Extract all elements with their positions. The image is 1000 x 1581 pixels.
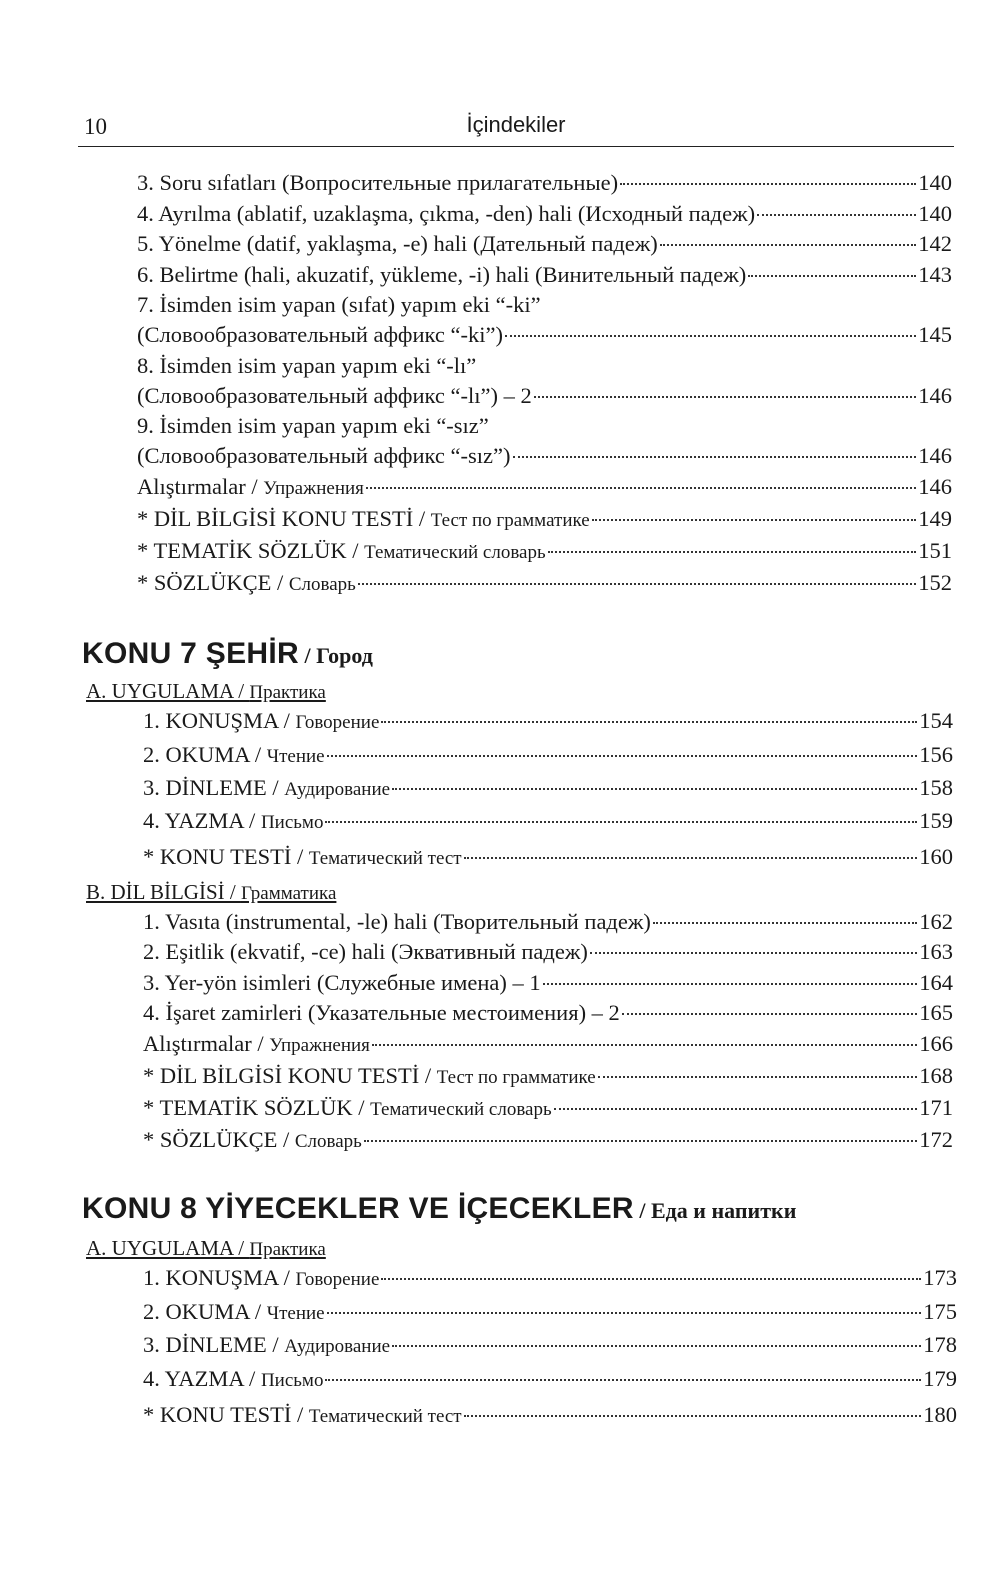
page-ref: 159: [919, 808, 953, 833]
dot-leader: [364, 1140, 917, 1142]
dot-leader: [554, 1108, 918, 1110]
toc-entry[interactable]: * TEMATİK SÖZLÜK / Тематический словарь 151: [137, 538, 952, 563]
page-ref: 168: [919, 1063, 953, 1088]
page-ref: 158: [919, 775, 953, 800]
page-ref: 166: [919, 1031, 953, 1056]
dot-leader: [464, 1415, 922, 1417]
toc-entry[interactable]: 1. KONUŞMA / Говорение 154: [143, 708, 953, 733]
toc-entry[interactable]: * SÖZLÜKÇE / Словарь 172: [143, 1127, 953, 1152]
dot-leader: [653, 922, 917, 924]
dot-leader: [358, 583, 916, 585]
toc-entry[interactable]: 4. YAZMA / Письмо 159: [143, 808, 953, 833]
page-ref: 149: [918, 506, 952, 531]
dot-leader: [590, 952, 917, 954]
page-ref: 142: [918, 231, 952, 256]
toc-entry[interactable]: 3. DİNLEME / Аудирование 178: [143, 1332, 957, 1357]
dot-leader: [372, 1044, 917, 1046]
page-ref: 145: [918, 322, 952, 347]
dot-leader: [381, 1278, 921, 1280]
chapter-heading-konu7[interactable]: KONU 7 ŞEHİR / Город: [82, 637, 373, 670]
toc-entry[interactable]: 2. Eşitlik (ekvatif, -ce) hali (Эквативный падеж) 163: [143, 939, 953, 964]
page-ref: 175: [923, 1299, 957, 1324]
dot-leader: [505, 335, 916, 337]
toc-entry[interactable]: 1. KONUŞMA / Говорение 173: [143, 1265, 957, 1290]
page-ref: 146: [918, 383, 952, 408]
page-ref: 152: [918, 570, 952, 595]
toc-entry[interactable]: (Словообразовательный аффикс “-lı”) – 2 146: [137, 383, 952, 408]
toc-entry[interactable]: * SÖZLÜKÇE / Словарь 152: [137, 570, 952, 595]
dot-leader: [592, 519, 917, 521]
dot-leader: [548, 551, 917, 553]
dot-leader: [620, 183, 916, 185]
dot-leader: [543, 983, 918, 985]
page-ref: 163: [919, 939, 953, 964]
toc-entry[interactable]: * KONU TESTİ / Тематический тест 180: [143, 1402, 957, 1427]
toc-entry[interactable]: (Словообразовательный аффикс “-sız”) 146: [137, 443, 952, 468]
page-ref: 171: [919, 1095, 953, 1120]
chapter-heading-konu8[interactable]: KONU 8 YİYECEKLER VE İÇECEKLER / Еда и напитки: [82, 1192, 797, 1225]
toc-entry[interactable]: 2. OKUMA / Чтение 175: [143, 1299, 957, 1324]
dot-leader: [748, 275, 916, 277]
page-ref: 140: [918, 170, 952, 195]
page-title: İçindekiler: [466, 112, 566, 137]
page-ref: 179: [923, 1366, 957, 1391]
dot-leader: [534, 396, 917, 398]
page-ref: 160: [919, 844, 953, 869]
dot-leader: [392, 788, 917, 790]
dot-leader: [327, 755, 918, 757]
dot-leader: [325, 1379, 921, 1381]
page-ref: 162: [919, 909, 953, 934]
toc-entry[interactable]: 3. Yer-yön isimleri (Служебные имена) – 1 164: [143, 970, 953, 995]
toc-entry[interactable]: 4. İşaret zamirleri (Указательные местоимения) – 2 165: [143, 1000, 953, 1025]
section-label-uygulama[interactable]: A. UYGULAMA / Практика: [86, 1236, 326, 1260]
page-ref: 178: [923, 1332, 957, 1357]
toc-entry[interactable]: 3. DİNLEME / Аудирование 158: [143, 775, 953, 800]
toc-entry[interactable]: * TEMATİK SÖZLÜK / Тематический словарь 171: [143, 1095, 953, 1120]
page-ref: 164: [919, 970, 953, 995]
section-label-dil-bilgisi[interactable]: B. DİL BİLGİSİ / Грамматика: [86, 880, 337, 904]
toc-entry[interactable]: * KONU TESTİ / Тематический тест 160: [143, 844, 953, 869]
dot-leader: [757, 214, 916, 216]
page-number: 10: [84, 114, 107, 139]
toc-entry[interactable]: * DİL BİLGİSİ KONU TESTİ / Тест по грамматике 149: [137, 506, 952, 531]
page-ref: 143: [918, 262, 952, 287]
dot-leader: [325, 821, 917, 823]
page-header: [78, 108, 954, 147]
toc-entry-heading: 8. İsimden isim yapan yapım eki “-lı”: [137, 353, 477, 378]
dot-leader: [366, 487, 916, 489]
dot-leader: [464, 857, 918, 859]
page-ref: 165: [919, 1000, 953, 1025]
dot-leader: [622, 1013, 917, 1015]
toc-entry-heading: 9. İsimden isim yapan yapım eki “-sız”: [137, 413, 489, 438]
dot-leader: [660, 244, 916, 246]
toc-entry[interactable]: 1. Vasıta (instrumental, -le) hali (Творительный падеж) 162: [143, 909, 953, 934]
toc-entry[interactable]: 2. OKUMA / Чтение 156: [143, 742, 953, 767]
page-ref: 146: [918, 443, 952, 468]
toc-entry[interactable]: Alıştırmalar / Упражнения 166: [143, 1031, 953, 1056]
toc-entry-heading: 7. İsimden isim yapan (sıfat) yapım eki “-ki”: [137, 292, 541, 317]
dot-leader: [598, 1076, 918, 1078]
dot-leader: [327, 1312, 922, 1314]
page-ref: 154: [919, 708, 953, 733]
section-label-uygulama[interactable]: A. UYGULAMA / Практика: [86, 679, 326, 703]
toc-entry[interactable]: 3. Soru sıfatları (Вопросительные прилагательные) 140: [137, 170, 952, 195]
toc-entry[interactable]: 4. YAZMA / Письмо 179: [143, 1366, 957, 1391]
page-ref: 180: [923, 1402, 957, 1427]
toc-entry[interactable]: * DİL BİLGİSİ KONU TESTİ / Тест по грамматике 168: [143, 1063, 953, 1088]
page-ref: 140: [918, 201, 952, 226]
toc-entry[interactable]: 6. Belirtme (hali, akuzatif, yükleme, -i) hali (Винительный падеж) 143: [137, 262, 952, 287]
toc-entry[interactable]: (Словообразовательный аффикс “-ki”) 145: [137, 322, 952, 347]
dot-leader: [513, 456, 917, 458]
toc-entry[interactable]: Alıştırmalar / Упражнения 146: [137, 474, 952, 499]
dot-leader: [392, 1345, 921, 1347]
page-ref: 146: [918, 474, 952, 499]
dot-leader: [381, 721, 917, 723]
page-ref: 156: [919, 742, 953, 767]
toc-entry[interactable]: 5. Yönelme (datif, yaklaşma, -e) hali (Дательный падеж) 142: [137, 231, 952, 256]
page-ref: 173: [923, 1265, 957, 1290]
page-ref: 172: [919, 1127, 953, 1152]
page-ref: 151: [918, 538, 952, 563]
toc-entry[interactable]: 4. Ayrılma (ablatif, uzaklaşma, çıkma, -den) hali (Исходный падеж) 140: [137, 201, 952, 226]
